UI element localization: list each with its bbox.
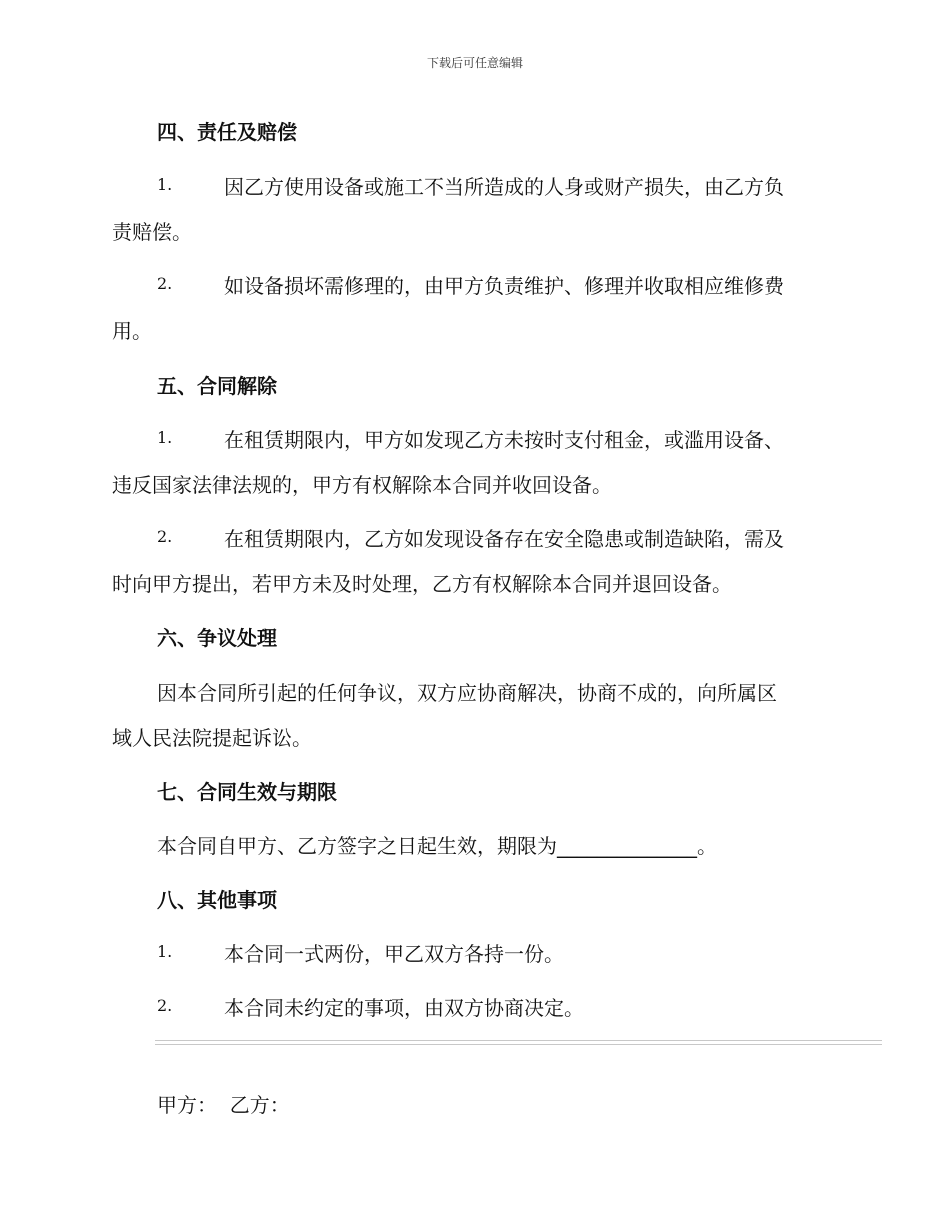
paragraph-line: 违反国家法律法规的，甲方有权解除本合同并收回设备。 (112, 473, 612, 497)
list-number: 2. (157, 274, 173, 293)
paragraph-line: 本合同自甲方、乙方签字之日起生效，期限为______________。 (157, 834, 717, 858)
paragraph-line: 本合同一式两份，甲乙双方各持一份。 (224, 942, 564, 966)
section-7-title: 七、合同生效与期限 (157, 780, 337, 804)
section-6-title: 六、争议处理 (157, 626, 277, 650)
paragraph-line: 责赔偿。 (112, 220, 192, 244)
section-4-title: 四、责任及赔偿 (157, 120, 297, 144)
paragraph-line: 在租赁期限内，甲方如发现乙方未按时支付租金，或滥用设备、 (224, 428, 784, 452)
list-number: 2. (157, 996, 173, 1015)
section-8-title: 八、其他事项 (157, 888, 277, 912)
paragraph-line: 因乙方使用设备或施工不当所造成的人身或财产损失，由乙方负 (224, 175, 784, 199)
list-number: 1. (157, 428, 173, 447)
list-number: 1. (157, 175, 173, 194)
paragraph-line: 本合同未约定的事项，由双方协商决定。 (224, 996, 584, 1020)
page-header: 下载后可任意编辑 (426, 56, 523, 70)
paragraph-line: 因本合同所引起的任何争议，双方应协商解决，协商不成的，向所属区 (157, 681, 777, 705)
paragraph-line: 域人民法院提起诉讼。 (112, 726, 312, 750)
paragraph-line: 如设备损坏需修理的，由甲方负责维护、修理并收取相应维修费 (224, 274, 784, 298)
paragraph-line: 用。 (112, 319, 152, 343)
section-5-title: 五、合同解除 (157, 374, 277, 398)
list-number: 1. (157, 942, 173, 961)
paragraph-line: 时向甲方提出，若甲方未及时处理，乙方有权解除本合同并退回设备。 (112, 572, 732, 596)
horizontal-divider (155, 1040, 882, 1045)
paragraph-line: 在租赁期限内，乙方如发现设备存在安全隐患或制造缺陷，需及 (224, 527, 784, 551)
list-number: 2. (157, 527, 173, 546)
signature-line: 甲方： 乙方： (157, 1093, 290, 1117)
